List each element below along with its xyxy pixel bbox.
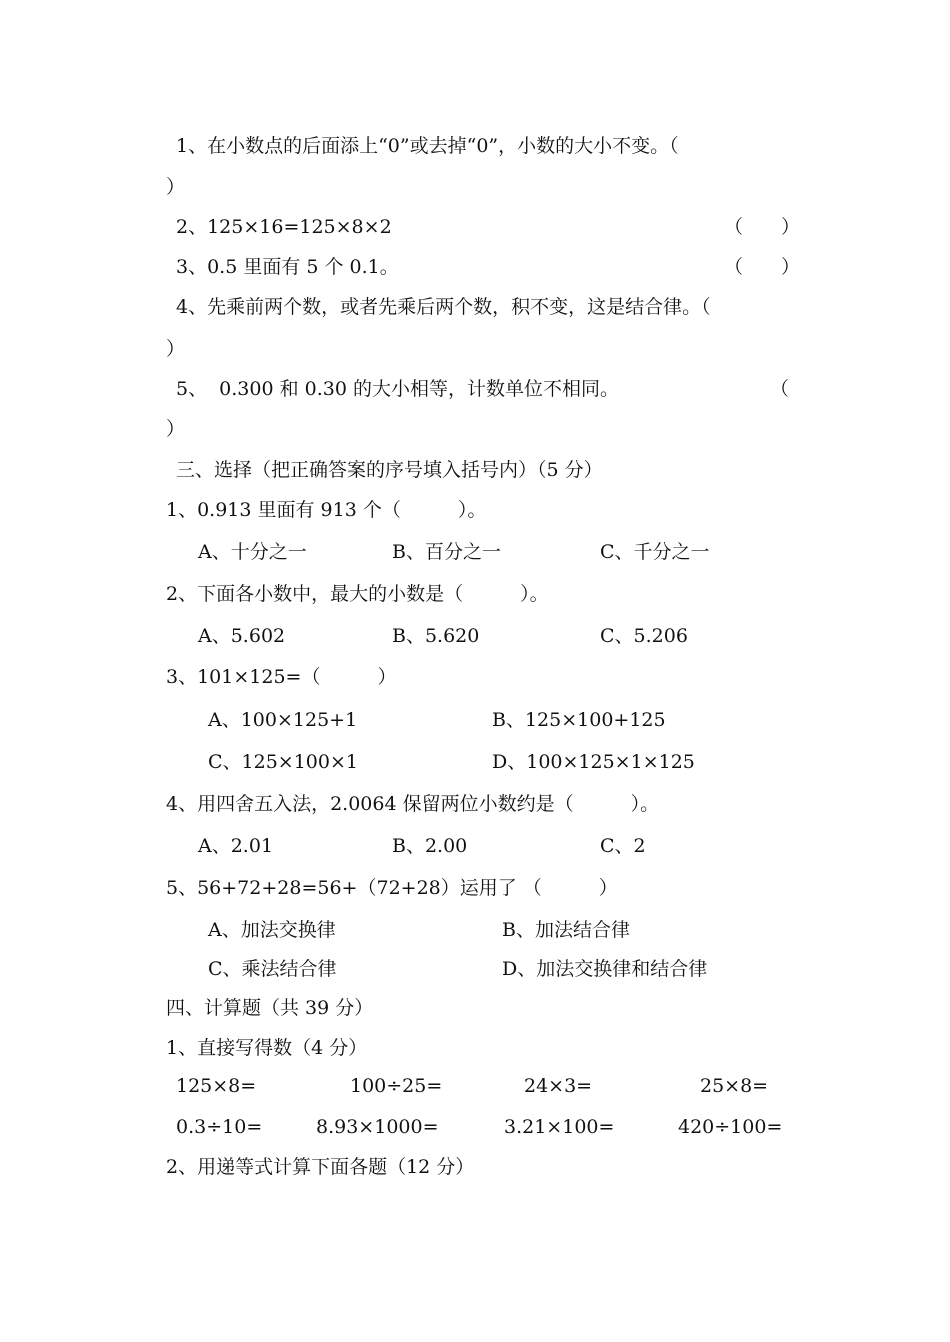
choice-q2-option-b: B、5.620	[392, 625, 480, 647]
calc-1-3: 24×3=	[524, 1075, 593, 1097]
judge-item-1: 1、在小数点的后面添上“0”或去掉“0”，小数的大小不变。（	[176, 135, 679, 157]
choice-q5-option-c: C、乘法结合律	[208, 958, 337, 980]
choice-q3-option-a: A、100×125+1	[208, 709, 358, 731]
choice-q1-option-c: C、千分之一	[600, 541, 710, 563]
judge-item-3-paren: （ ）	[724, 256, 801, 278]
judge-item-4-close: ）	[166, 338, 186, 360]
choice-q5-option-d: D、加法交换律和结合律	[502, 958, 708, 980]
calc-1-1: 125×8=	[176, 1075, 257, 1097]
section4-sub1: 1、直接写得数（4 分）	[166, 1037, 368, 1059]
calc-2-1: 0.3÷10=	[176, 1116, 263, 1138]
choice-q4-option-a: A、2.01	[198, 835, 274, 857]
choice-q5-option-a: A、加法交换律	[208, 919, 336, 941]
section4-sub2: 2、用递等式计算下面各题（12 分）	[166, 1156, 475, 1178]
choice-q4-option-c: C、2	[600, 835, 646, 857]
choice-q2: 2、下面各小数中，最大的小数是（ ）。	[166, 583, 549, 605]
judge-item-5: 5、 0.300 和 0.30 的大小相等，计数单位不相同。	[176, 378, 619, 400]
judge-item-4: 4、先乘前两个数，或者先乘后两个数，积不变，这是结合律。（	[176, 296, 711, 318]
judge-item-2: 2、125×16=125×8×2	[176, 216, 392, 238]
choice-q3: 3、101×125=（ ）	[166, 666, 397, 688]
choice-q5: 5、56+72+28=56+（72+28）运用了 （ ）	[166, 877, 618, 899]
choice-q1-option-a: A、十分之一	[198, 541, 307, 563]
choice-q3-option-b: B、125×100+125	[492, 709, 666, 731]
choice-q3-option-d: D、100×125×1×125	[492, 751, 695, 773]
choice-q4: 4、用四舍五入法，2.0064 保留两位小数约是（ ）。	[166, 793, 660, 815]
calc-2-3: 3.21×100=	[504, 1116, 615, 1138]
section4-title: 四、计算题（共 39 分）	[166, 997, 374, 1019]
choice-q5-option-b: B、加法结合律	[502, 919, 630, 941]
choice-q1: 1、0.913 里面有 913 个（ ）。	[166, 499, 487, 521]
choice-q2-option-a: A、5.602	[198, 625, 286, 647]
calc-2-2: 8.93×1000=	[316, 1116, 439, 1138]
judge-item-5-paren: （	[770, 378, 790, 400]
judge-item-2-paren: （ ）	[724, 216, 801, 238]
judge-item-3: 3、0.5 里面有 5 个 0.1。	[176, 256, 399, 278]
section3-title: 三、选择（把正确答案的序号填入括号内）（5 分）	[176, 459, 603, 481]
judge-item-5-close: ）	[166, 418, 186, 440]
choice-q2-option-c: C、5.206	[600, 625, 688, 647]
choice-q4-option-b: B、2.00	[392, 835, 468, 857]
judge-item-1-close: ）	[166, 176, 186, 198]
calc-1-2: 100÷25=	[350, 1075, 443, 1097]
calc-2-4: 420÷100=	[678, 1116, 783, 1138]
calc-1-4: 25×8=	[700, 1075, 769, 1097]
choice-q1-option-b: B、百分之一	[392, 541, 501, 563]
choice-q3-option-c: C、125×100×1	[208, 751, 358, 773]
